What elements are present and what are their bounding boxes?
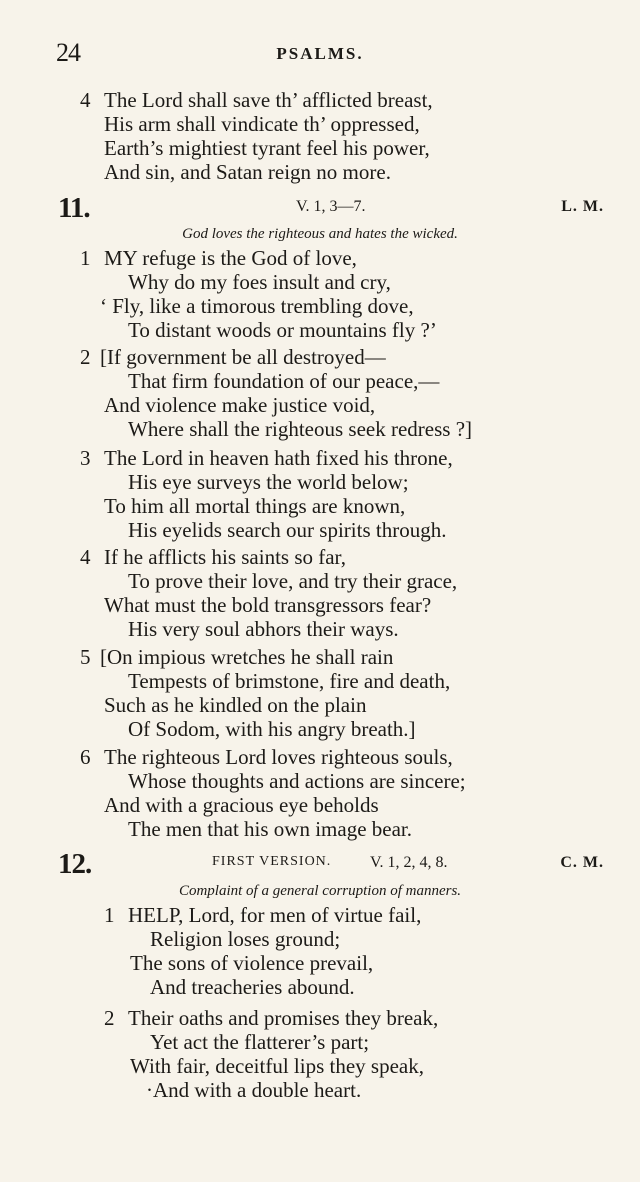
psalm-12-heading [0, 848, 640, 878]
verse-line: [If government be all destroyed— [100, 345, 386, 369]
verse-line: The Lord shall save th’ afflicted breast, [104, 88, 433, 112]
stanza-number: 4 [80, 545, 91, 569]
stanza-number: 6 [80, 745, 91, 769]
verse-line: And with a gracious eye beholds [104, 793, 379, 817]
verse-line: ‘ Fly, like a timorous trembling dove, [100, 294, 414, 318]
stanza-number: 5 [80, 645, 91, 669]
verse-line: And sin, and Satan reign no more. [104, 160, 391, 184]
verse-line: His arm shall vindicate th’ oppressed, [104, 112, 420, 136]
verse-line: [On impious wretches he shall rain [100, 645, 394, 669]
verse-line: MY refuge is the God of love, [104, 246, 357, 270]
verse-line: Earth’s mightiest tyrant feel his power, [104, 136, 430, 160]
verse-line: With fair, deceitful lips they speak, [130, 1054, 424, 1078]
psalm-subtitle: God loves the righteous and hates the wicked. [182, 226, 458, 242]
verse-line: The Lord in heaven hath fixed his throne, [104, 446, 453, 470]
verse-line: To distant woods or mountains fly ?’ [128, 318, 437, 342]
verse-reference: V. 1, 2, 4, 8. [370, 854, 448, 871]
verse-line: And violence make justice void, [104, 393, 376, 417]
stanza-number: 4 [80, 88, 91, 112]
verse-reference: V. 1, 3—7. [296, 198, 366, 215]
verse-line: The sons of violence prevail, [130, 951, 374, 975]
verse-line: Of Sodom, with his angry breath.] [128, 717, 416, 741]
verse-line: Where shall the righteous seek redress ?] [128, 417, 473, 441]
stanza-number: 1 [80, 246, 91, 270]
verse-line: What must the bold transgressors fear? [104, 593, 432, 617]
verse-line: His eye surveys the world below; [128, 470, 409, 494]
verse-line: His eyelids search our spirits through. [128, 518, 447, 542]
page-number: 24 [56, 38, 80, 67]
verse-line: That firm foundation of our peace,— [128, 369, 440, 393]
verse-line: Why do my foes insult and cry, [128, 270, 391, 294]
verse-line: Such as he kindled on the plain [104, 693, 367, 717]
verse-line: Yet act the flatterer’s part; [150, 1030, 370, 1054]
psalm-number: 11. [58, 192, 90, 224]
verse-line: Whose thoughts and actions are sincere; [128, 769, 466, 793]
verse-line: Religion loses ground; [150, 927, 341, 951]
psalm-subtitle: Complaint of a general corruption of manners. [178, 883, 462, 899]
verse-line: ·And with a double heart. [146, 1078, 362, 1102]
verse-line: The men that his own image bear. [128, 817, 413, 841]
running-head [0, 38, 640, 68]
verse-line: HELP, Lord, for men of virtue fail, [128, 903, 422, 927]
version-label: FIRST VERSION. [212, 854, 332, 869]
verse-line: If he afflicts his saints so far, [104, 545, 346, 569]
meter: C. M. [560, 854, 604, 871]
verse-line: The righteous Lord loves righteous souls, [104, 745, 453, 769]
verse-line: Their oaths and promises they break, [128, 1006, 439, 1030]
page-header-title: PSALMS. [276, 44, 364, 63]
stanza-number: 1 [104, 903, 115, 927]
meter: L. M. [561, 198, 604, 215]
stanza-number: 2 [80, 345, 91, 369]
verse-line: To him all mortal things are known, [104, 494, 406, 518]
verse-line: To prove their love, and try their grace, [128, 569, 458, 593]
psalm-number: 12. [58, 848, 92, 880]
verse-line: And treacheries abound. [150, 975, 355, 999]
verse-line: His very soul abhors their ways. [128, 617, 399, 641]
psalm-11-heading [0, 192, 640, 222]
stanza-number: 3 [80, 446, 91, 470]
stanza-number: 2 [104, 1006, 115, 1030]
verse-line: Tempests of brimstone, fire and death, [128, 669, 451, 693]
